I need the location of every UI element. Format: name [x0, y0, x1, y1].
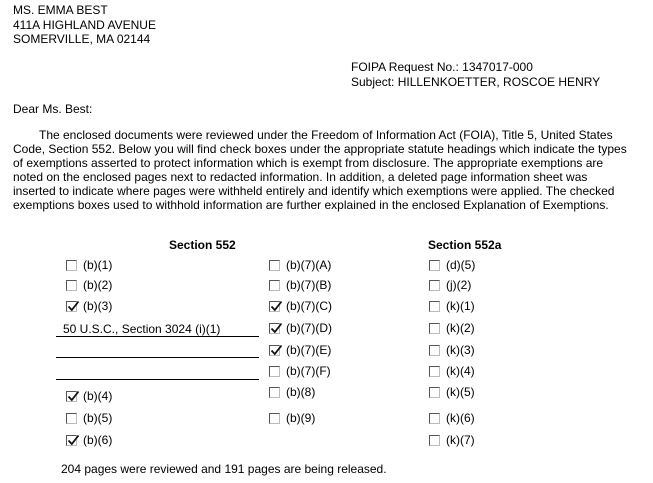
- exemption-label: (b)(9): [286, 411, 316, 425]
- exemption-label: (b)(4): [83, 389, 113, 403]
- exemption-label: (b)(7)(C): [286, 299, 332, 313]
- unchecked-checkbox[interactable]: [429, 413, 440, 424]
- request-subject: Subject: HILLENKOETTER, ROSCOE HENRY: [351, 74, 601, 89]
- unchecked-checkbox[interactable]: [66, 260, 77, 271]
- checked-checkbox[interactable]: [269, 323, 280, 334]
- body-line: exemptions boxes used to withhold information are further explained in the enclosed Explanation of Exemptions.: [13, 198, 609, 212]
- unchecked-checkbox[interactable]: [269, 280, 280, 291]
- exemption-label: (b)(8): [286, 385, 316, 399]
- body-paragraph: [13, 128, 633, 212]
- unchecked-checkbox[interactable]: [269, 387, 280, 398]
- exemption-item: [429, 298, 475, 314]
- exemption-item: [429, 410, 475, 426]
- exemption-item: [269, 363, 331, 379]
- recipient-address: [13, 3, 156, 47]
- request-number: FOIPA Request No.: 1347017-000: [351, 60, 533, 74]
- section-552-heading: Section 552: [169, 238, 236, 252]
- exemption-label: (k)(3): [446, 343, 475, 357]
- unchecked-checkbox[interactable]: [429, 366, 440, 377]
- exemption-item: [66, 388, 112, 404]
- unchecked-checkbox[interactable]: [269, 260, 280, 271]
- exemption-item: [66, 410, 112, 426]
- exemption-item: [66, 277, 112, 293]
- unchecked-checkbox[interactable]: [66, 413, 77, 424]
- pages-summary: 204 pages were reviewed and 191 pages are being released.: [61, 462, 387, 476]
- exemption-item: [66, 257, 112, 273]
- exemption-label: (k)(2): [446, 321, 475, 335]
- exemption-label: (b)(7)(D): [286, 321, 332, 335]
- recipient-city: SOMERVILLE, MA 02144: [13, 32, 151, 46]
- exemption-label: (d)(5): [446, 258, 476, 272]
- exemption-item: [269, 384, 315, 400]
- unchecked-checkbox[interactable]: [429, 280, 440, 291]
- checked-checkbox[interactable]: [66, 435, 77, 446]
- exemption-label: (b)(1): [83, 258, 113, 272]
- unchecked-checkbox[interactable]: [429, 323, 440, 334]
- exemption-label: (b)(6): [83, 433, 113, 447]
- exemption-item: [269, 298, 332, 314]
- exemption-item: [66, 298, 112, 314]
- exemption-label: (k)(1): [446, 299, 475, 313]
- exemption-label: (b)(7)(F): [286, 364, 331, 378]
- exemption-item: [429, 320, 475, 336]
- statute-underline-1: [56, 336, 259, 337]
- exemption-item: [429, 363, 475, 379]
- statute-underline-2: [56, 357, 259, 358]
- recipient-street: 411A HIGHLAND AVENUE: [13, 17, 156, 32]
- exemption-label: (b)(3): [83, 299, 113, 313]
- body-line: The enclosed documents were reviewed under the Freedom of Information Act (FOIA), Title 5, United States: [39, 128, 613, 142]
- checked-checkbox[interactable]: [66, 391, 77, 402]
- exemption-label: (j)(2): [446, 278, 472, 292]
- statute-underline-3: [56, 379, 259, 380]
- unchecked-checkbox[interactable]: [429, 345, 440, 356]
- body-line: inserted to indicate where pages were withheld entirely and identify which exemptions were applied. The checked: [13, 184, 615, 198]
- exemption-label: (b)(5): [83, 411, 113, 425]
- exemption-item: [269, 257, 331, 273]
- exemption-item: [269, 277, 331, 293]
- unchecked-checkbox[interactable]: [66, 280, 77, 291]
- reference-block: [351, 60, 600, 89]
- unchecked-checkbox[interactable]: [429, 301, 440, 312]
- checked-checkbox[interactable]: [269, 301, 280, 312]
- recipient-name: MS. EMMA BEST: [13, 3, 108, 17]
- exemption-item: [66, 432, 112, 448]
- body-line: noted on the enclosed pages next to redacted information. In addition, a deleted page information sheet was: [13, 170, 588, 184]
- section-552a-heading: Section 552a: [428, 238, 502, 252]
- unchecked-checkbox[interactable]: [429, 435, 440, 446]
- exemption-label: (k)(5): [446, 385, 475, 399]
- body-line: of exemptions asserted to protect information which is exempt from disclosure. The appropriate exemptions are: [13, 156, 604, 170]
- unchecked-checkbox[interactable]: [429, 387, 440, 398]
- exemption-item: [429, 384, 475, 400]
- exemption-label: (k)(7): [446, 433, 475, 447]
- exemption-item: [269, 320, 332, 336]
- exemption-item: [269, 410, 315, 426]
- unchecked-checkbox[interactable]: [269, 413, 280, 424]
- exemption-item: [429, 342, 475, 358]
- exemption-item: [429, 277, 471, 293]
- unchecked-checkbox[interactable]: [429, 260, 440, 271]
- checked-checkbox[interactable]: [66, 301, 77, 312]
- body-line: Code, Section 552. Below you will find check boxes under the appropriate statute headings which indicate the types: [13, 142, 627, 156]
- exemption-label: (b)(2): [83, 278, 113, 292]
- exemption-label: (k)(6): [446, 411, 475, 425]
- exemption-item: [269, 342, 331, 358]
- unchecked-checkbox[interactable]: [269, 366, 280, 377]
- exemption-item: [429, 432, 475, 448]
- salutation: Dear Ms. Best:: [13, 102, 93, 116]
- statute-citation: 50 U.S.C., Section 3024 (i)(1): [63, 322, 221, 336]
- exemption-item: [429, 257, 475, 273]
- checked-checkbox[interactable]: [269, 345, 280, 356]
- exemption-label: (b)(7)(B): [286, 278, 332, 292]
- exemption-label: (b)(7)(A): [286, 258, 332, 272]
- exemption-label: (k)(4): [446, 364, 475, 378]
- exemption-label: (b)(7)(E): [286, 343, 332, 357]
